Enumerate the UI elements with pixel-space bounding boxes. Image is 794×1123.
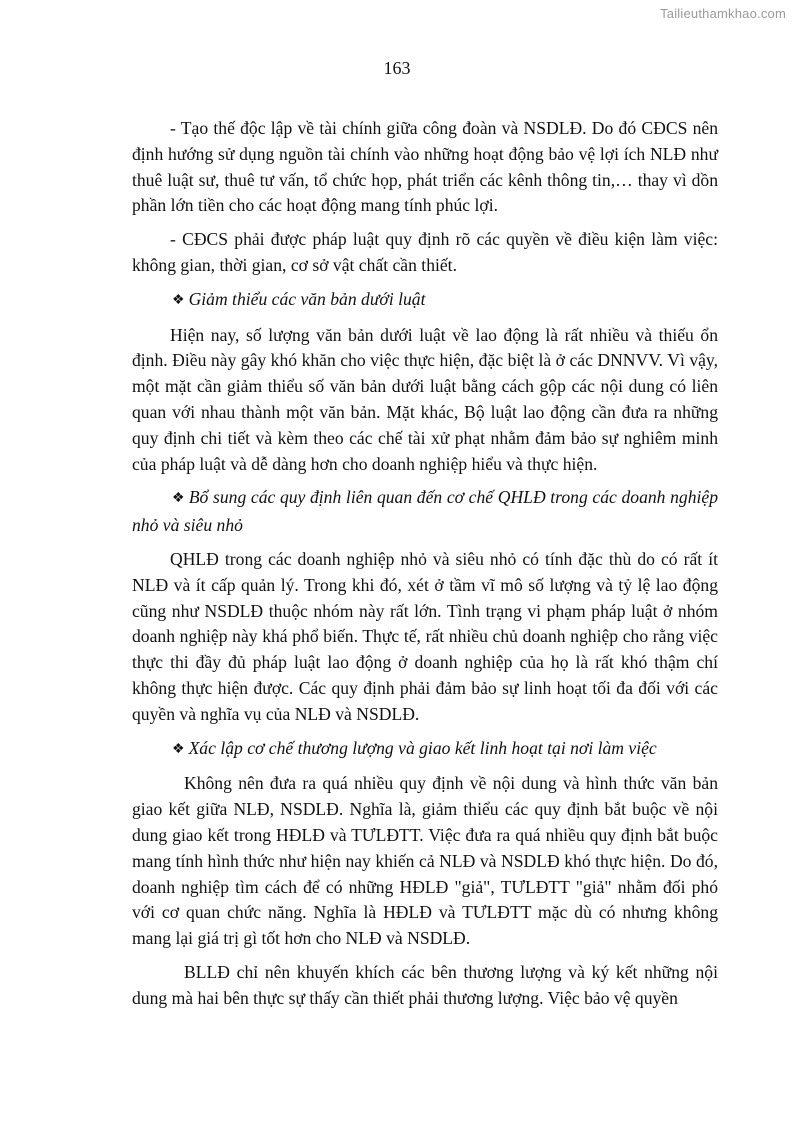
paragraph: Không nên đưa ra quá nhiều quy định về nội dung và hình thức văn bản giao kết giữa NLĐ, NSDLĐ. Nghĩa là, giảm thiểu các quy định bắt buộc về nội dung giao kết trong HĐLĐ và TƯLĐTT. Việc đưa ra quá nhiều quy định bắt buộc mang tính hình thức như hiện nay khiến cả NLĐ và NSDLĐ khó thực hiện. Do đó, doanh nghiệp tìm cách để có những HĐLĐ "giả", TƯLĐTT "giả" nhằm đối phó với cơ quan chức năng. Nghĩa là HĐLĐ và TƯLĐTT mặc dù có nhưng không mang lại giá trị gì tốt hơn cho NLĐ và NSDLĐ. <box>132 773 718 949</box>
diamond-bullet-icon: ❖ <box>172 491 185 507</box>
section-heading <box>132 485 718 539</box>
section-heading-text: Bổ sung các quy định liên quan đến cơ chế QHLĐ trong các doanh nghiệp nhỏ và siêu nhỏ <box>132 487 718 536</box>
body-text <box>132 116 718 1020</box>
paragraph: - CĐCS phải được pháp luật quy định rõ các quyền về điều kiện làm việc: không gian, thời gian, cơ sở vật chất cần thiết. <box>132 229 718 275</box>
diamond-bullet-icon: ❖ <box>172 292 185 308</box>
paragraph: BLLĐ chỉ nên khuyến khích các bên thương lượng và ký kết những nội dung mà hai bên thực sự thấy cần thiết phải thương lượng. Việc bảo vệ quyền <box>132 961 718 1008</box>
section-heading <box>132 736 718 764</box>
paragraph: QHLĐ trong các doanh nghiệp nhỏ và siêu nhỏ có tính đặc thù do có rất ít NLĐ và ít cấp quản lý. Trong khi đó, xét ở tầm vĩ mô số lượng và tỷ lệ lao động cũng như NSDLĐ thuộc nhóm này rất lớn. Tình trạng vi phạm pháp luật ở nhóm doanh nghiệp này khá phổ biến. Thực tế, rất nhiều chủ doanh nghiệp cho rằng việc thực thi đầy đủ pháp luật lao động ở doanh nghiệp của họ là rất khó thậm chí không thực hiện được. Các quy định phải đảm bảo sự linh hoạt tối đa đối với các quyền và nghĩa vụ của NLĐ và NSDLĐ. <box>132 548 718 724</box>
watermark-text: Tailieuthamkhao.com <box>660 6 786 21</box>
diamond-bullet-icon: ❖ <box>172 741 185 757</box>
paragraph: Hiện nay, số lượng văn bản dưới luật về lao động là rất nhiều và thiếu ổn định. Điều này gây khó khăn cho việc thực hiện, đặc biệt là ở các DNNVV. Vì vậy, một mặt cần giảm thiểu số văn bản dưới luật bằng cách gộp các nội dung có liên quan với nhau thành một văn bản. Mặt khác, Bộ luật lao động cần đưa ra những quy định chi tiết và kèm theo các chế tài xử phạt nhằm đảm bảo sự nghiêm minh của pháp luật và dễ dàng hơn cho doanh nghiệp hiểu và thực hiện. <box>132 324 718 474</box>
page-number: 163 <box>383 58 411 78</box>
paragraph: - Tạo thế độc lập về tài chính giữa công đoàn và NSDLĐ. Do đó CĐCS nên định hướng sử dụng nguồn tài chính vào những hoạt động bảo vệ lợi ích NLĐ như thuê luật sư, thuê tư vấn, tổ chức họp, phát triển các kênh thông tin,… thay vì dồn phần lớn tiền cho các hoạt động mang tính phúc lợi. <box>132 118 718 216</box>
section-heading <box>132 287 718 315</box>
section-heading-text: Giảm thiểu các văn bản dưới luật <box>188 288 426 309</box>
section-heading-text: Xác lập cơ chế thương lượng và giao kết linh hoạt tại nơi làm việc <box>188 737 657 758</box>
